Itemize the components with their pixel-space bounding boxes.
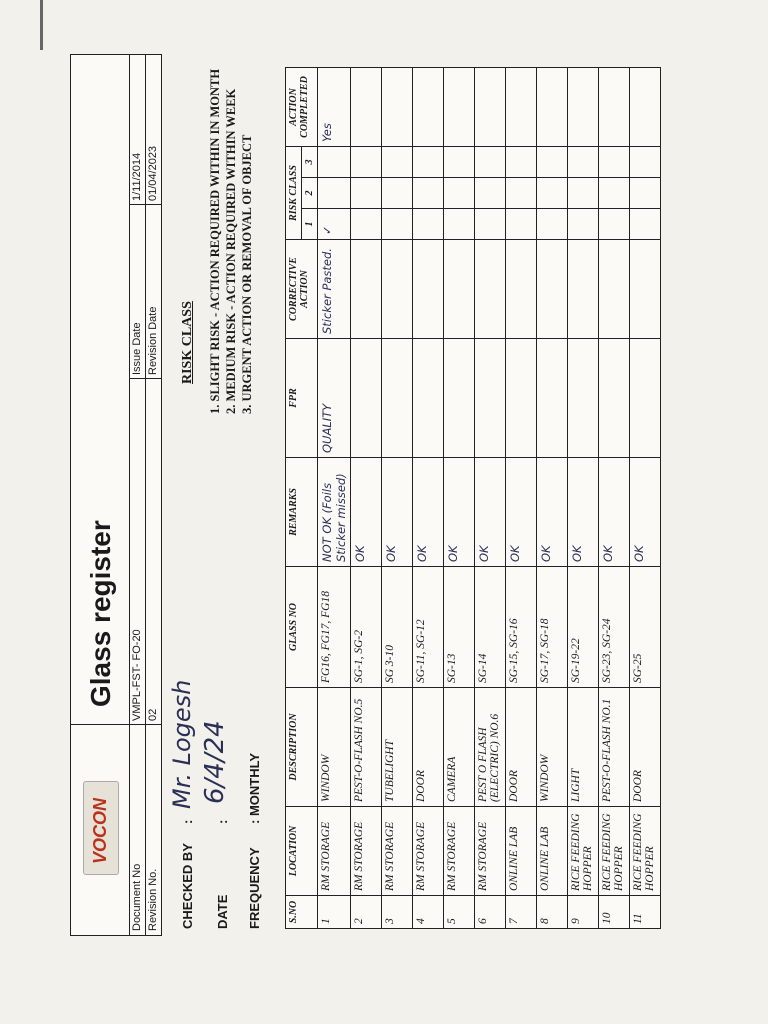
cell-remarks: OK xyxy=(599,458,630,567)
cell-action-completed xyxy=(475,68,506,147)
cell-description: LIGHT xyxy=(568,688,599,807)
cell-fpr xyxy=(475,339,506,458)
cell-remarks: OK xyxy=(506,458,537,567)
issue-date-value: 1/11/2014 xyxy=(131,152,143,201)
cell-sno: 11 xyxy=(630,896,661,929)
date-colon: : xyxy=(215,819,230,824)
cell-risk-3 xyxy=(351,147,382,178)
cell-glass-no: SG-15, SG-16 xyxy=(506,567,537,688)
table-row xyxy=(444,68,475,929)
cell-sno: 9 xyxy=(568,896,599,929)
cell-sno: 3 xyxy=(382,896,413,929)
cell-remarks: OK xyxy=(568,458,599,567)
cell-risk-3 xyxy=(413,147,444,178)
cell-corrective-action xyxy=(568,240,599,339)
glass-register-table xyxy=(285,67,661,929)
meta-row-document xyxy=(129,55,146,935)
cell-action-completed xyxy=(599,68,630,147)
cell-sno: 1 xyxy=(318,896,351,929)
header-description: DESCRIPTION xyxy=(286,688,318,807)
table-body xyxy=(318,68,661,929)
cell-fpr xyxy=(630,339,661,458)
cell-action-completed xyxy=(630,68,661,147)
cell-action-completed xyxy=(382,68,413,147)
form-header xyxy=(70,54,162,936)
cell-risk-2 xyxy=(475,178,506,209)
revision-no-label: Revision No. xyxy=(147,868,159,931)
cell-fpr xyxy=(599,339,630,458)
table-row xyxy=(537,68,568,929)
cell-corrective-action xyxy=(599,240,630,339)
cell-description: PEST-O-FLASH NO.1 xyxy=(599,688,630,807)
company-logo xyxy=(83,781,119,875)
header-risk-2: 2 xyxy=(302,178,318,209)
cell-sno: 2 xyxy=(351,896,382,929)
date-value: 6/4/24 xyxy=(200,720,230,804)
checked-by-label: CHECKED BY xyxy=(180,843,195,929)
revision-date-label: Revision Date xyxy=(147,306,159,375)
cell-fpr xyxy=(351,339,382,458)
cell-risk-1 xyxy=(413,209,444,240)
cell-risk-2 xyxy=(382,178,413,209)
cell-risk-3 xyxy=(382,147,413,178)
cell-description: DOOR xyxy=(413,688,444,807)
cell-glass-no: SG-17, SG-18 xyxy=(537,567,568,688)
risk-item: 3. URGENT ACTION OR REMOVAL OF OBJECT xyxy=(240,134,254,414)
cell-description: WINDOW xyxy=(537,688,568,807)
table-row xyxy=(568,68,599,929)
cell-location: RM STORAGE xyxy=(413,807,444,896)
header-location: LOCATION xyxy=(286,807,318,896)
cell-fpr xyxy=(506,339,537,458)
cell-risk-1 xyxy=(506,209,537,240)
cell-risk-3 xyxy=(568,147,599,178)
table-row xyxy=(318,68,351,929)
table-row xyxy=(351,68,382,929)
cell-corrective-action xyxy=(382,240,413,339)
cell-action-completed xyxy=(351,68,382,147)
cell-risk-1: ✓ xyxy=(318,209,351,240)
cell-description: DOOR xyxy=(506,688,537,807)
cell-fpr xyxy=(382,339,413,458)
cell-corrective-action xyxy=(630,240,661,339)
cell-location: RM STORAGE xyxy=(351,807,382,896)
cell-risk-1 xyxy=(599,209,630,240)
cell-risk-3 xyxy=(318,147,351,178)
cell-risk-2 xyxy=(630,178,661,209)
cell-location: RM STORAGE xyxy=(475,807,506,896)
cell-risk-2 xyxy=(599,178,630,209)
cell-remarks: OK xyxy=(382,458,413,567)
page-title: Glass register xyxy=(85,520,116,707)
divider xyxy=(129,724,161,725)
cell-location: RICE FEEDING HOPPER xyxy=(630,807,661,896)
cell-description: PEST O FLASH (ELECTRIC) NO.6 xyxy=(475,688,506,807)
document-no-value: VMPL-FST- FO-20 xyxy=(131,629,143,721)
cell-corrective-action xyxy=(475,240,506,339)
checked-by-colon: : xyxy=(180,819,195,824)
cell-fpr: QUALITY xyxy=(318,339,351,458)
document-no-label: Document No xyxy=(131,863,143,931)
cell-sno: 10 xyxy=(599,896,630,929)
cell-sno: 6 xyxy=(475,896,506,929)
cell-risk-3 xyxy=(537,147,568,178)
cell-remarks: NOT OK (Foils Sticker missed) xyxy=(318,458,351,567)
header-fpr: FPR xyxy=(286,339,318,458)
risk-item: 1. SLIGHT RISK - ACTION REQUIRED WITHIN IN MONTH xyxy=(208,68,222,414)
cell-location: RICE FEEDING HOPPER xyxy=(568,807,599,896)
frequency-value: : MONTHLY xyxy=(247,752,262,824)
divider xyxy=(129,378,161,379)
cell-action-completed xyxy=(413,68,444,147)
checked-by-value: Mr. Logesh xyxy=(168,679,196,809)
cell-remarks: OK xyxy=(630,458,661,567)
logo-text: VOCON xyxy=(90,797,110,864)
cell-description: TUBELIGHT xyxy=(382,688,413,807)
table-row xyxy=(506,68,537,929)
cell-risk-2 xyxy=(568,178,599,209)
cell-glass-no: SG-1, SG-2 xyxy=(351,567,382,688)
header-risk-1: 1 xyxy=(302,209,318,240)
cell-risk-1 xyxy=(568,209,599,240)
cell-risk-1 xyxy=(537,209,568,240)
cell-risk-1 xyxy=(475,209,506,240)
cell-glass-no: SG-25 xyxy=(630,567,661,688)
cell-remarks: OK xyxy=(351,458,382,567)
cell-glass-no: FG16, FG17, FG18 xyxy=(318,567,351,688)
header-sno: S.NO xyxy=(286,896,318,929)
revision-date-value: 01/04/2023 xyxy=(147,145,159,201)
cell-glass-no: SG-11, SG-12 xyxy=(413,567,444,688)
cell-fpr xyxy=(568,339,599,458)
cell-risk-1 xyxy=(351,209,382,240)
cell-description: DOOR xyxy=(630,688,661,807)
cell-risk-2 xyxy=(506,178,537,209)
header-action-completed: ACTION COMPLETED xyxy=(286,68,318,147)
cell-location: RM STORAGE xyxy=(318,807,351,896)
cell-sno: 5 xyxy=(444,896,475,929)
cell-remarks: OK xyxy=(475,458,506,567)
cell-corrective-action xyxy=(444,240,475,339)
cell-corrective-action xyxy=(506,240,537,339)
frequency-label: FREQUENCY xyxy=(247,847,262,929)
cell-fpr xyxy=(444,339,475,458)
cell-glass-no: SG-14 xyxy=(475,567,506,688)
header-risk-3: 3 xyxy=(302,147,318,178)
cell-action-completed: Yes xyxy=(318,68,351,147)
cell-glass-no: SG-19-22 xyxy=(568,567,599,688)
cell-action-completed xyxy=(568,68,599,147)
cell-description: WINDOW xyxy=(318,688,351,807)
table-row xyxy=(630,68,661,929)
logo-box xyxy=(71,724,130,935)
cell-risk-2 xyxy=(444,178,475,209)
cell-fpr xyxy=(537,339,568,458)
cell-remarks: OK xyxy=(537,458,568,567)
cell-risk-1 xyxy=(444,209,475,240)
table-row xyxy=(475,68,506,929)
header-corrective-action: CORRECTIVE ACTION xyxy=(286,240,318,339)
cell-corrective-action: Sticker Pasted. xyxy=(318,240,351,339)
cell-location: RM STORAGE xyxy=(444,807,475,896)
cell-risk-2 xyxy=(537,178,568,209)
cell-corrective-action xyxy=(537,240,568,339)
table-row xyxy=(413,68,444,929)
cell-sno: 7 xyxy=(506,896,537,929)
issue-date-label: Issue Date xyxy=(131,322,143,375)
cell-glass-no: SG 3-10 xyxy=(382,567,413,688)
cell-risk-1 xyxy=(382,209,413,240)
cell-location: ONLINE LAB xyxy=(537,807,568,896)
table-row xyxy=(382,68,413,929)
cell-location: RM STORAGE xyxy=(382,807,413,896)
cell-location: ONLINE LAB xyxy=(506,807,537,896)
header-risk-class: RISK CLASS xyxy=(286,147,302,240)
cell-glass-no: SG-23, SG-24 xyxy=(599,567,630,688)
divider xyxy=(129,204,161,205)
cell-corrective-action xyxy=(351,240,382,339)
cell-sno: 8 xyxy=(537,896,568,929)
table-row xyxy=(599,68,630,929)
cell-fpr xyxy=(413,339,444,458)
revision-no-value: 02 xyxy=(147,708,159,721)
cell-risk-3 xyxy=(444,147,475,178)
risk-class-title: RISK CLASS xyxy=(180,301,195,384)
cell-corrective-action xyxy=(413,240,444,339)
risk-item: 2. MEDIUM RISK - ACTION REQUIRED WITHIN WEEK xyxy=(224,88,238,414)
header-glass-no: GLASS NO xyxy=(286,567,318,688)
cell-location: RICE FEEDING HOPPER xyxy=(599,807,630,896)
cell-glass-no: SG-13 xyxy=(444,567,475,688)
cell-remarks: OK xyxy=(413,458,444,567)
cell-risk-1 xyxy=(630,209,661,240)
cell-risk-3 xyxy=(599,147,630,178)
cell-remarks: OK xyxy=(444,458,475,567)
cell-description: PEST-O-FLASH NO.5 xyxy=(351,688,382,807)
cell-action-completed xyxy=(506,68,537,147)
cell-risk-2 xyxy=(413,178,444,209)
header-remarks: REMARKS xyxy=(286,458,318,567)
cell-risk-3 xyxy=(506,147,537,178)
meta-row-revision xyxy=(145,55,162,935)
cell-action-completed xyxy=(444,68,475,147)
table-header-row xyxy=(286,68,302,929)
cell-risk-3 xyxy=(630,147,661,178)
cell-sno: 4 xyxy=(413,896,444,929)
cell-risk-3 xyxy=(475,147,506,178)
date-label: DATE xyxy=(215,894,230,929)
cell-risk-2 xyxy=(318,178,351,209)
cell-action-completed xyxy=(537,68,568,147)
cell-description: CAMERA xyxy=(444,688,475,807)
cell-risk-2 xyxy=(351,178,382,209)
